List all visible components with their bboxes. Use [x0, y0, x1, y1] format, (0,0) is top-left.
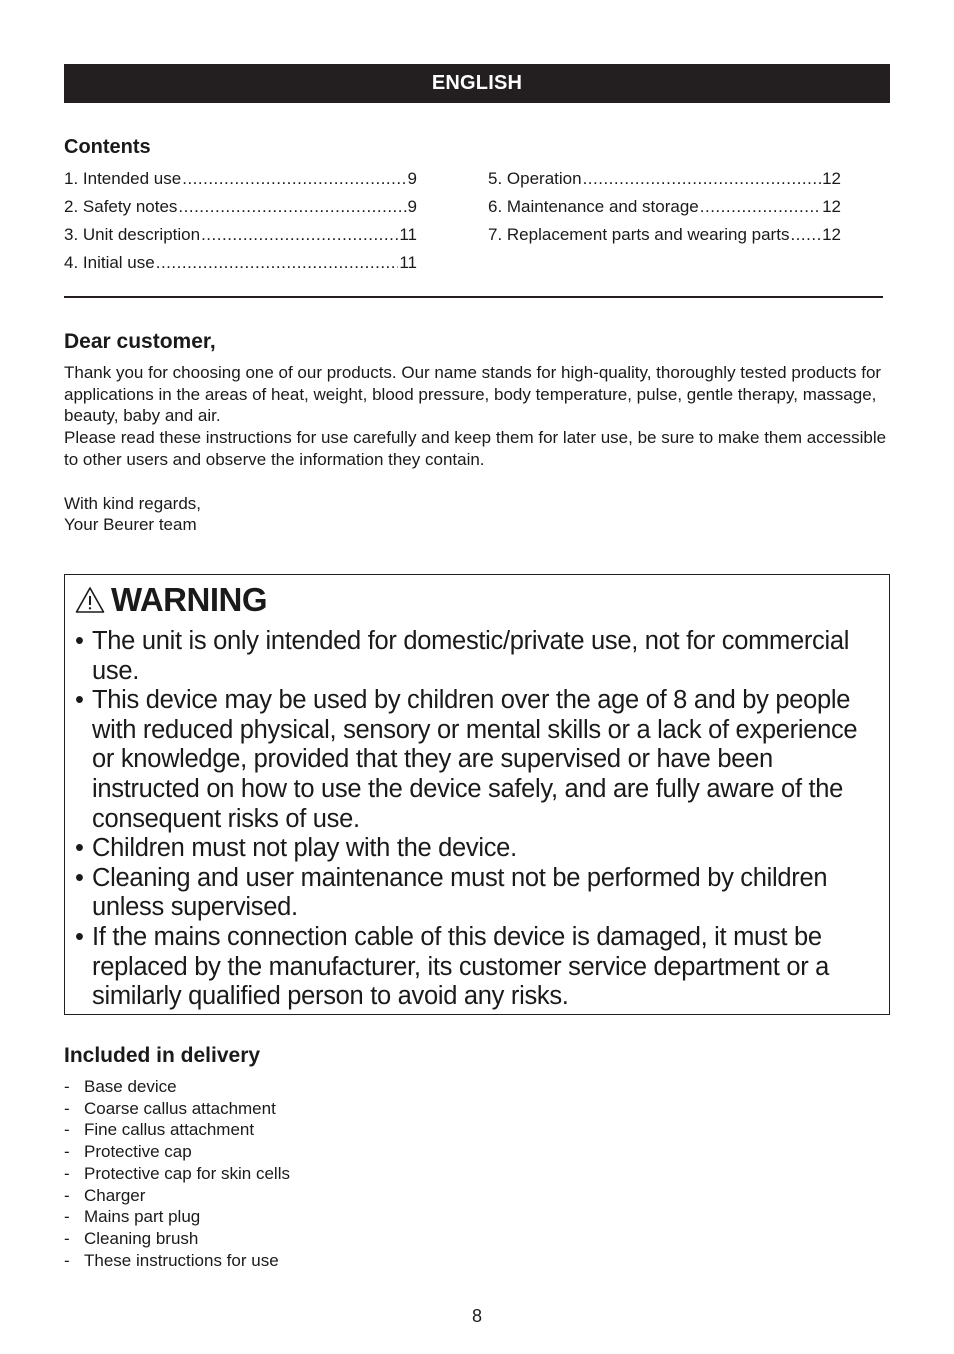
list-item — [64, 1141, 290, 1163]
warning-title: WARNING — [111, 581, 267, 618]
section-divider — [64, 296, 883, 298]
list-item-text: Mains part plug — [84, 1207, 201, 1227]
dash-icon: - — [64, 1077, 70, 1096]
warning-box — [64, 574, 890, 1015]
warning-heading — [75, 581, 267, 619]
intro-text — [64, 362, 890, 536]
toc-entry-title: 5. Operation — [488, 169, 582, 188]
delivery-list — [64, 1076, 290, 1271]
warning-item-text: Children must not play with the device. — [92, 834, 517, 863]
dash-icon: - — [64, 1228, 70, 1248]
toc-leader-dots — [201, 225, 398, 245]
bullet-icon: • — [75, 834, 84, 863]
greeting-heading: Dear customer, — [64, 330, 216, 353]
toc-entry[interactable] — [488, 225, 841, 253]
bullet-icon: • — [75, 863, 84, 892]
signature-line: Your Beurer team — [64, 515, 197, 535]
toc-entry-page: 11 — [399, 253, 417, 272]
paragraph-spacer — [64, 471, 890, 493]
list-item — [64, 1206, 290, 1228]
toc-entry-title: 2. Safety notes — [64, 197, 178, 216]
toc-entry-page: 12 — [822, 225, 841, 244]
toc-entry[interactable] — [64, 225, 417, 253]
toc-entry-page: 12 — [822, 197, 841, 216]
list-item-text: Cleaning brush — [84, 1228, 199, 1248]
toc-leader-dots — [178, 197, 406, 217]
warning-list — [75, 627, 883, 1012]
list-item — [64, 1076, 290, 1098]
toc-left-column — [64, 169, 417, 281]
warning-item — [75, 864, 883, 923]
dash-icon: - — [64, 1163, 70, 1183]
contents-heading: Contents — [64, 136, 151, 158]
toc-entry-title: 4. Initial use — [64, 253, 155, 272]
bullet-icon: • — [75, 686, 84, 715]
language-label: ENGLISH — [431, 72, 523, 94]
intro-paragraph: Thank you for choosing one of our products. Our name stands for high-quality, thoroughly tested products for applications in the areas of heat, weight, blood pressure, body temperature, pulse, gentle therapy, massage, beauty, baby and air. — [64, 363, 882, 426]
list-item — [64, 1163, 290, 1185]
dash-icon: - — [64, 1250, 70, 1270]
toc-entry-page: 9 — [407, 197, 417, 216]
list-item-text: Protective cap for skin cells — [84, 1163, 290, 1183]
toc-entry[interactable] — [64, 197, 417, 225]
list-item-text: These instructions for use — [84, 1250, 279, 1270]
toc-leader-dots — [700, 197, 821, 217]
dash-icon: - — [64, 1098, 70, 1118]
delivery-heading: Included in delivery — [64, 1044, 261, 1067]
toc-entry[interactable] — [488, 197, 841, 225]
list-item — [64, 1119, 290, 1141]
toc-leader-dots — [156, 253, 399, 273]
toc-entry-title: 3. Unit description — [64, 225, 201, 244]
bullet-icon: • — [75, 922, 84, 951]
warning-item — [75, 834, 883, 864]
toc-entry-page: 11 — [399, 225, 417, 244]
dash-icon: - — [64, 1207, 70, 1227]
list-item-text: Protective cap — [84, 1142, 192, 1162]
toc-leader-dots — [790, 225, 821, 245]
warning-item-text: The unit is only intended for domestic/private use, not for commercial use. — [92, 627, 850, 685]
toc-entry-title: 6. Maintenance and storage — [488, 197, 699, 216]
warning-triangle-icon — [75, 586, 105, 614]
list-item-text: Base device — [84, 1077, 177, 1096]
warning-item-text: Cleaning and user maintenance must not be performed by children unless supervised. — [92, 863, 828, 922]
toc-right-column — [488, 169, 841, 253]
language-header-bar — [64, 64, 890, 103]
toc-leader-dots — [182, 169, 406, 189]
warning-item — [75, 627, 883, 686]
toc-entry-title: 1. Intended use — [64, 169, 182, 188]
toc-entry-page: 12 — [822, 169, 841, 188]
list-item-text: Charger — [84, 1185, 146, 1205]
closing-line: With kind regards, — [64, 493, 201, 513]
page-number: 8 — [471, 1306, 482, 1326]
dash-icon: - — [64, 1142, 70, 1162]
list-item — [64, 1185, 290, 1207]
warning-item-text: If the mains connection cable of this device is damaged, it must be replaced by the manufacturer, its customer service department or a similarly qualified person to avoid any risks. — [92, 922, 830, 1011]
warning-item — [75, 923, 883, 1012]
intro-paragraph: Please read these instructions for use carefully and keep them for later use, be sure to make them accessible to other users and observe the information they contain. — [64, 428, 887, 469]
toc-entry[interactable] — [64, 253, 417, 281]
list-item — [64, 1228, 290, 1250]
toc-entry-title: 7. Replacement parts and wearing parts — [488, 225, 790, 244]
dash-icon: - — [64, 1120, 70, 1140]
list-item — [64, 1250, 290, 1272]
warning-item-text: This device may be used by children over the age of 8 and by people with reduced physical, sensory or mental skills or a lack of experience or knowledge, provided that they are supervised or have been instructed on how to use the device safely, and are fully aware of the consequent risks of use. — [92, 686, 858, 833]
list-item-text: Coarse callus attachment — [84, 1098, 276, 1118]
warning-item — [75, 686, 883, 834]
toc-entry-page: 9 — [407, 169, 417, 188]
list-item — [64, 1098, 290, 1120]
toc-entry[interactable] — [64, 169, 417, 197]
toc-leader-dots — [583, 169, 822, 189]
toc-entry[interactable] — [488, 169, 841, 197]
list-item-text: Fine callus attachment — [84, 1120, 255, 1140]
bullet-icon: • — [75, 627, 84, 655]
dash-icon: - — [64, 1185, 70, 1205]
